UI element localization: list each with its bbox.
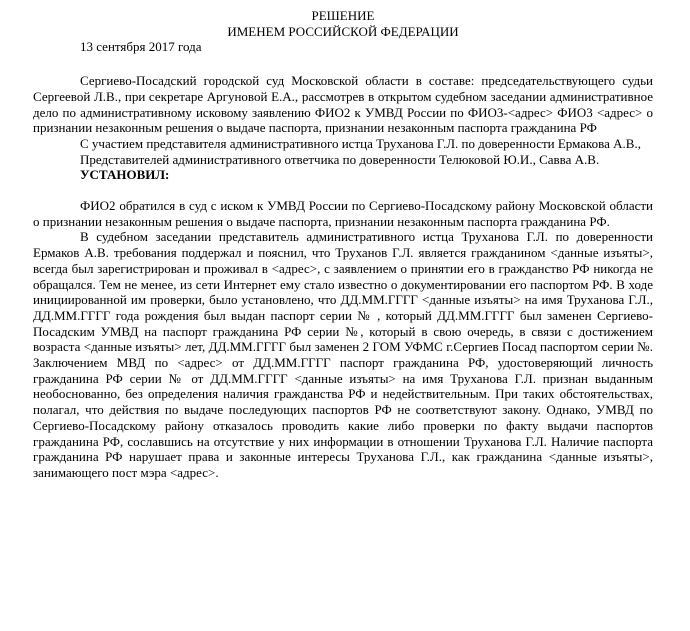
paragraph-claim-summary: ФИО2 обратился в суд с иском к УМВД России по Сергиево-Посадскому району Московской области о признании незаконным решения о выдаче паспорта, признании незаконным паспорта гражданина РФ. [33,198,653,229]
paragraph-court-composition: Сергиево-Посадский городской суд Московской области в составе: председательствующего судьи Сергеевой Л.В., при секретаре Аргуновой Е.А., рассмотрев в открытом судебном заседании административное дело по административному исковому заявлению ФИО2 к УМВД России по ФИО3-<адрес> ФИО3 <адрес> о признании незаконным решения о выдаче паспорта, признании незаконным паспорта гражданина РФ [33,73,653,136]
decision-date: 13 сентября 2017 года [80,39,202,55]
paragraph-plaintiff-representative: С участием представителя административного истца Труханова Г.Л. по доверенности Ермакова А.В., [80,135,641,151]
decision-subtitle: ИМЕНЕМ РОССИЙСКОЙ ФЕДЕРАЦИИ [227,23,459,39]
paragraph-defendant-representatives: Представителей административного ответчика по доверенности Телюковой Ю.И., Савва А.В. [80,151,600,167]
paragraph-hearing-statement: В судебном заседании представитель административного истца Труханова Г.Л. по доверенности Ермаков А.В. требования поддержал и пояснил, что Труханов Г.Л. является гражданином <данные изъяты>, всегда был зарегистрирован и проживал в <адрес>, с заявлением о принятии его в гражданство РФ никогда не обращался. Тем не менее, из сети Интернет ему стало известно о документировании его паспортом РФ. В ходе инициированной им проверки, было установлено, что ДД.ММ.ГГГГ <данные изъяты> на имя Труханова Г.Л., ДД.ММ.ГГГГ года рождения был выдан паспорт серии № , который ДД.ММ.ГГГГ был заменен Сергиево-Посадским УМВД на паспорт гражданина РФ серии №, который в свою очередь, в связи с достижением возраста <данные изъяты> лет, ДД.ММ.ГГГГ был заменен 2 ГОМ УФМС г.Сергиев Посад паспортом серии №. Заключением МВД по <адрес> от ДД.ММ.ГГГГ паспорт гражданина РФ, удостоверяющий личность гражданина РФ серии № от ДД.ММ.ГГГГ <данные изъяты> на имя Труханова Г.Л. признан выданным необоснованно, без определения наличия гражданства РФ и недействительным. При таких обстоятельствах, полагал, что действия по выдаче последующих паспортов РФ не соответствуют закону. Однако, УМВД по Сергиево-Посадскому району отказалось проводить какие либо проверки по факту выдачи паспортов гражданина РФ, сославшись на отсутствие у них информации в отношении Труханова Г.Л. Наличие паспорта гражданина РФ нарушает права и законные интересы Труханова Г.Л., как гражданина <данные изъяты>, занимающего пост мэра <адрес>. [33,229,653,480]
decision-title: РЕШЕНИЕ [311,8,375,23]
established-heading: УСТАНОВИЛ: [80,167,170,183]
